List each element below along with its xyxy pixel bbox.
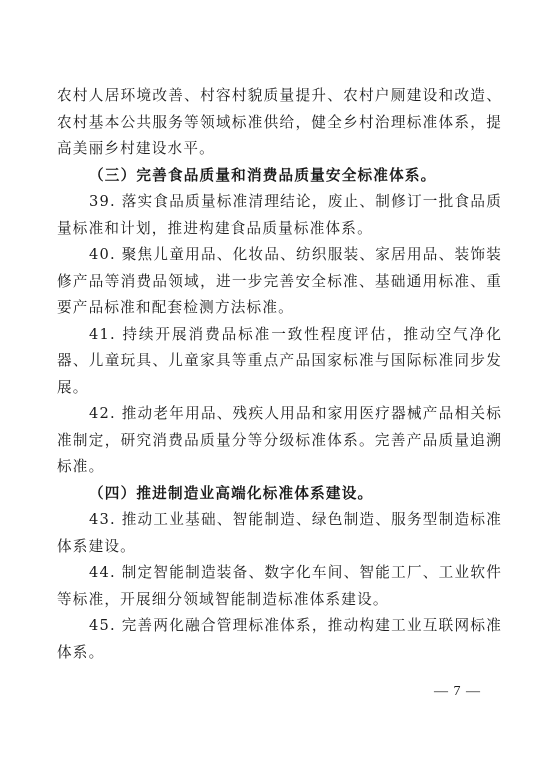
section-heading-4: （四）推进制造业高端化标准体系建设。	[89, 484, 374, 502]
item-39: 39. 落实食品质量标准清理结论，废止、制修订一批食品质量标准和计划，推进构建食品质量标准体系。	[57, 193, 502, 237]
item-41: 41. 持续开展消费品标准一致性程度评估，推动空气净化器、儿童玩具、儿童家具等重点产品国家标准与国际标准同步发展。	[57, 325, 502, 396]
item-45: 45. 完善两化融合管理标准体系，推动构建工业互联网标准体系。	[57, 617, 502, 661]
item-40: 40. 聚焦儿童用品、化妆品、纺织服装、家居用品、装饰装修产品等消费品领域，进一步完善安全标准、基础通用标准、重要产品标准和配套检测方法标准。	[57, 246, 502, 316]
document-body	[57, 83, 502, 666]
paragraph-rural-environment: 农村人居环境改善、村容村貌质量提升、农村户厕建设和改造、农村基本公共服务等领域标准供给，健全乡村治理标准体系，提高美丽乡村建设水平。	[57, 87, 502, 157]
item-44: 44. 制定智能制造装备、数字化车间、智能工厂、工业软件等标准，开展细分领域智能制造标准体系建设。	[57, 564, 502, 608]
item-43: 43. 推动工业基础、智能制造、绿色制造、服务型制造标准体系建设。	[57, 511, 502, 555]
item-42: 42. 推动老年用品、残疾人用品和家用医疗器械产品相关标准制定，研究消费品质量分等分级标准体系。完善产品质量追溯标准。	[57, 405, 502, 475]
page-number: — 7 —	[434, 684, 481, 699]
section-heading-3: （三）完善食品质量和消费品质量安全标准体系。	[89, 166, 437, 184]
